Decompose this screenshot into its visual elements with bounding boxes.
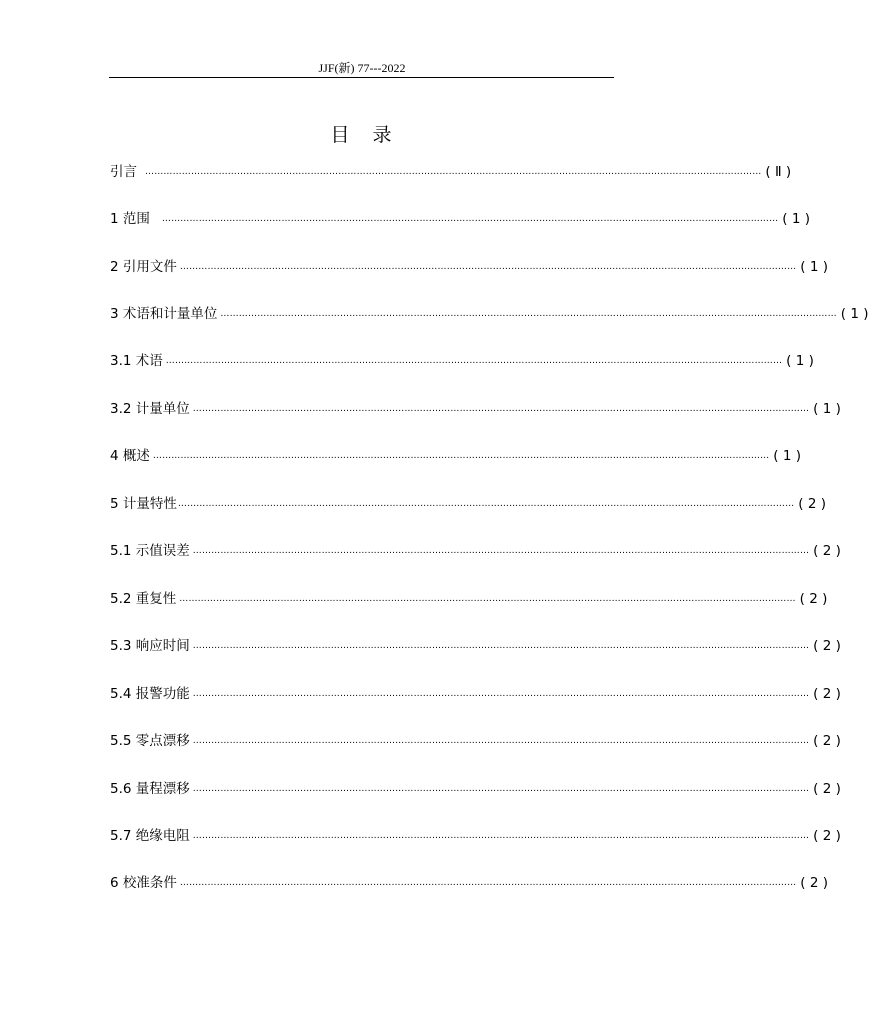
toc-entry-calibration-conditions[interactable] [110, 873, 829, 893]
toc-entry-zero-drift[interactable] [110, 731, 841, 751]
toc-entry-alarm-function[interactable] [110, 684, 841, 704]
toc-entry-label: 1 范围 [110, 211, 150, 227]
toc-page-number: ( 2 ) [813, 828, 841, 844]
toc-page-number: ( 2 ) [813, 686, 841, 702]
toc-entry-label: 5.2 重复性 [110, 591, 177, 607]
toc-entry-label: 6 校准条件 [110, 875, 177, 891]
toc-page-number: ( 2 ) [813, 543, 841, 559]
toc-entry-label: 5.6 量程漂移 [110, 781, 190, 797]
toc-entry-indication-error[interactable] [110, 541, 841, 561]
toc-entry-label: 2 引用文件 [110, 259, 177, 275]
toc-leader: ………………………………………………………………………………………………………………………………………………………………………………… [192, 831, 810, 841]
toc-entry-overview[interactable] [110, 446, 802, 466]
toc-leader: ………………………………………………………………………………………………………………………………………………………………………………… [192, 784, 810, 794]
toc-title: 目 录 [330, 124, 394, 146]
toc-leader: ………………………………………………………………………………………………………………………………………………………………………………… [192, 689, 810, 699]
toc-page-number: ( 1 ) [786, 353, 814, 369]
toc-entry-metrological-characteristics[interactable] [110, 494, 827, 514]
toc-page-number: ( 1 ) [813, 401, 841, 417]
toc-entry-units[interactable] [110, 399, 841, 419]
toc-entry-insulation-resistance[interactable] [110, 826, 841, 846]
toc-entry-label: 5 计量特性 [110, 496, 177, 512]
toc-page-number: ( 1 ) [782, 211, 811, 227]
toc-page-number: ( 1 ) [840, 306, 869, 322]
toc-leader: ………………………………………………………………………………………………………………………………………………………………………………… [152, 451, 770, 461]
toc-entry-terms-units[interactable] [110, 304, 869, 324]
toc-page-number: ( 2 ) [813, 733, 841, 749]
toc-leader: ………………………………………………………………………………………………………………………………………………………………………………… [145, 167, 762, 177]
toc-leader: ………………………………………………………………………………………………………………………………………………………………………………… [192, 641, 810, 651]
toc-page-number: ( 1 ) [773, 448, 802, 464]
toc-page-number: ( 2 ) [798, 496, 827, 512]
toc-entry-label: 4 概述 [110, 448, 150, 464]
page-header: JJF(新) 77---2022 [318, 61, 406, 75]
toc-leader: ………………………………………………………………………………………………………………………………………………………………………………… [179, 878, 797, 888]
toc-entry-label: 5.1 示值误差 [110, 543, 190, 559]
toc-entry-label: 5.5 零点漂移 [110, 733, 190, 749]
toc-entry-repeatability[interactable] [110, 589, 828, 609]
toc-entry-terms[interactable] [110, 351, 814, 371]
toc-leader: ………………………………………………………………………………………………………………………………………………………………………………… [192, 546, 810, 556]
toc-entry-label: 5.4 报警功能 [110, 686, 190, 702]
toc-leader: ………………………………………………………………………………………………………………………………………………………………………………… [220, 309, 837, 319]
toc-entry-label: 5.3 响应时间 [110, 638, 190, 654]
toc-entry-span-drift[interactable] [110, 779, 841, 799]
toc-leader: ………………………………………………………………………………………………………………………………………………………………………………… [177, 499, 795, 509]
header-rule [109, 77, 614, 78]
toc-page-number: ( 1 ) [800, 259, 829, 275]
toc-entry-label: 3.1 术语 [110, 353, 163, 369]
toc-leader: ………………………………………………………………………………………………………………………………………………………………………………… [192, 736, 810, 746]
toc-page-number: ( Ⅱ ) [765, 164, 792, 180]
toc-page-number: ( 2 ) [813, 638, 841, 654]
toc-entry-label: 3.2 计量单位 [110, 401, 190, 417]
toc-page-number: ( 2 ) [800, 875, 829, 891]
toc-page-number: ( 2 ) [799, 591, 828, 607]
toc-leader: ………………………………………………………………………………………………………………………………………………………………………………… [192, 404, 810, 414]
toc-entry-references[interactable] [110, 257, 829, 277]
toc-leader: ………………………………………………………………………………………………………………………………………………………………………………… [161, 214, 779, 224]
toc-leader: ………………………………………………………………………………………………………………………………………………………………………………… [179, 594, 796, 604]
toc-entry-foreword[interactable] [110, 162, 792, 182]
toc-entry-label: 5.7 绝缘电阻 [110, 828, 190, 844]
toc-entry-response-time[interactable] [110, 636, 841, 656]
toc-page-number: ( 2 ) [813, 781, 841, 797]
toc-entry-label: 3 术语和计量单位 [110, 306, 218, 322]
toc-entry-label: 引言 [110, 164, 137, 180]
toc-leader: ………………………………………………………………………………………………………………………………………………………………………………… [179, 262, 797, 272]
toc-leader: ………………………………………………………………………………………………………………………………………………………………………………… [165, 356, 783, 366]
toc-entry-scope[interactable] [110, 209, 811, 229]
